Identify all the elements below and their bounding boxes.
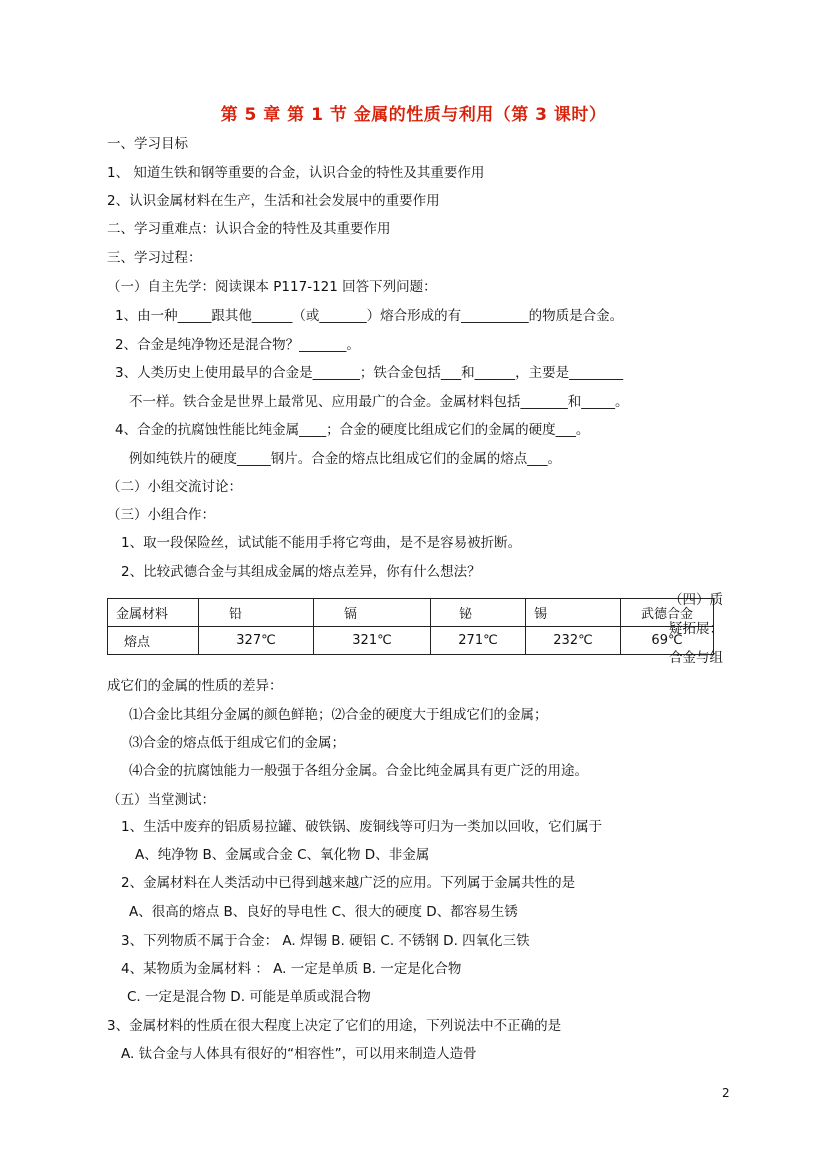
table-row	[108, 627, 714, 655]
question-line: 4、某物质为金属材料 ： A. 一定是单质 B. 一定是化合物	[121, 961, 462, 977]
table-cell: 镉	[314, 599, 431, 627]
table-cell: 熔点	[108, 627, 199, 655]
section-heading: 二、学习重难点：认识合金的特性及其重要作用	[107, 221, 391, 237]
list-item: ⑶合金的熔点低于组成它们的金属；	[129, 735, 345, 751]
question-line: 3、人类历史上使用最早的合金是_______；铁合金包括___和______，主要是________	[115, 365, 624, 381]
side-note-line: 合金与组	[669, 650, 723, 666]
table-cell: 327℃	[199, 627, 314, 655]
text-line: 1、 知道生铁和钢等重要的合金，认识合金的特性及其重要作用	[107, 165, 485, 181]
table-cell: 铋	[431, 599, 526, 627]
question-line: 不一样。铁合金是世界上最常见、应用最广的合金。金属材料包括_______和_____。	[129, 394, 629, 410]
table-cell: 金属材料	[108, 599, 199, 627]
melting-point-table	[107, 598, 714, 655]
subsection-heading: （一）自主先学：阅读课本 P117-121 回答下列问题：	[107, 279, 437, 295]
side-note-line: （四）质	[669, 592, 723, 608]
table-cell: 锡	[526, 599, 621, 627]
page-number: 2	[722, 1086, 730, 1100]
list-item: ⑷合金的抗腐蚀能力一般强于各组分金属。合金比纯金属具有更广泛的用途。	[129, 763, 588, 779]
question-line: 3、下列物质不属于合金： A. 焊锡 B. 硬铝 C. 不锈钢 D. 四氧化三铁	[121, 933, 530, 949]
table-cell: 69℃	[621, 627, 714, 655]
section-heading: 一、学习目标	[107, 136, 188, 152]
table-cell: 武德合金	[621, 599, 714, 627]
table-cell: 321℃	[314, 627, 431, 655]
text-line: 成它们的金属的性质的差异：	[107, 678, 283, 694]
question-line: 2、合金是纯净物还是混合物？_______。	[115, 337, 360, 353]
text-line: 1、取一段保险丝，试试能不能用手将它弯曲，是不是容易被折断。	[121, 535, 522, 551]
subsection-heading: （二）小组交流讨论：	[107, 479, 242, 495]
subsection-heading: （五）当堂测试：	[107, 792, 215, 808]
question-line: 3、金属材料的性质在很大程度上决定了它们的用途，下列说法中不正确的是	[107, 1018, 562, 1034]
table-cell: 232℃	[526, 627, 621, 655]
answer-options: A、纯净物 B、金属或合金 C、氧化物 D、非金属	[135, 847, 430, 863]
subsection-heading: （三）小组合作：	[107, 507, 215, 523]
page-title: 第 5 章 第 1 节 金属的性质与利用（第 3 课时）	[220, 105, 607, 125]
side-note-line: 疑拓展：	[669, 621, 723, 637]
text-line: 2、认识金属材料在生产，生活和社会发展中的重要作用	[107, 193, 440, 209]
question-line: 例如纯铁片的硬度_____钢片。合金的熔点比组成它们的金属的熔点___。	[129, 451, 561, 467]
list-item: ⑴合金比其组分金属的颜色鲜艳；⑵合金的硬度大于组成它们的金属；	[129, 707, 548, 723]
answer-option: A. 钛合金与人体具有很好的“相容性”，可以用来制造人造骨	[121, 1046, 477, 1062]
table-cell: 铅	[199, 599, 314, 627]
text-line: 2、比较武德合金与其组成金属的熔点差异，你有什么想法？	[121, 564, 481, 580]
section-heading: 三、学习过程：	[107, 250, 202, 266]
table-header-row	[108, 599, 714, 627]
question-line: 1、生活中废弃的铝质易拉罐、破铁锅、废铜线等可归为一类加以回收，它们属于	[121, 819, 603, 835]
question-line: 1、由一种_____跟其他______（或_______）熔合形成的有__________的物质是合金。	[115, 308, 624, 324]
table-cell: 271℃	[431, 627, 526, 655]
answer-options: C. 一定是混合物 D. 可能是单质或混合物	[127, 989, 371, 1005]
answer-options: A、很高的熔点 B、良好的导电性 C、很大的硬度 D、都容易生锈	[129, 904, 518, 920]
question-line: 4、合金的抗腐蚀性能比纯金属____；合金的硬度比组成它们的金属的硬度___。	[115, 422, 590, 438]
question-line: 2、金属材料在人类活动中已得到越来越广泛的应用。下列属于金属共性的是	[121, 875, 576, 891]
